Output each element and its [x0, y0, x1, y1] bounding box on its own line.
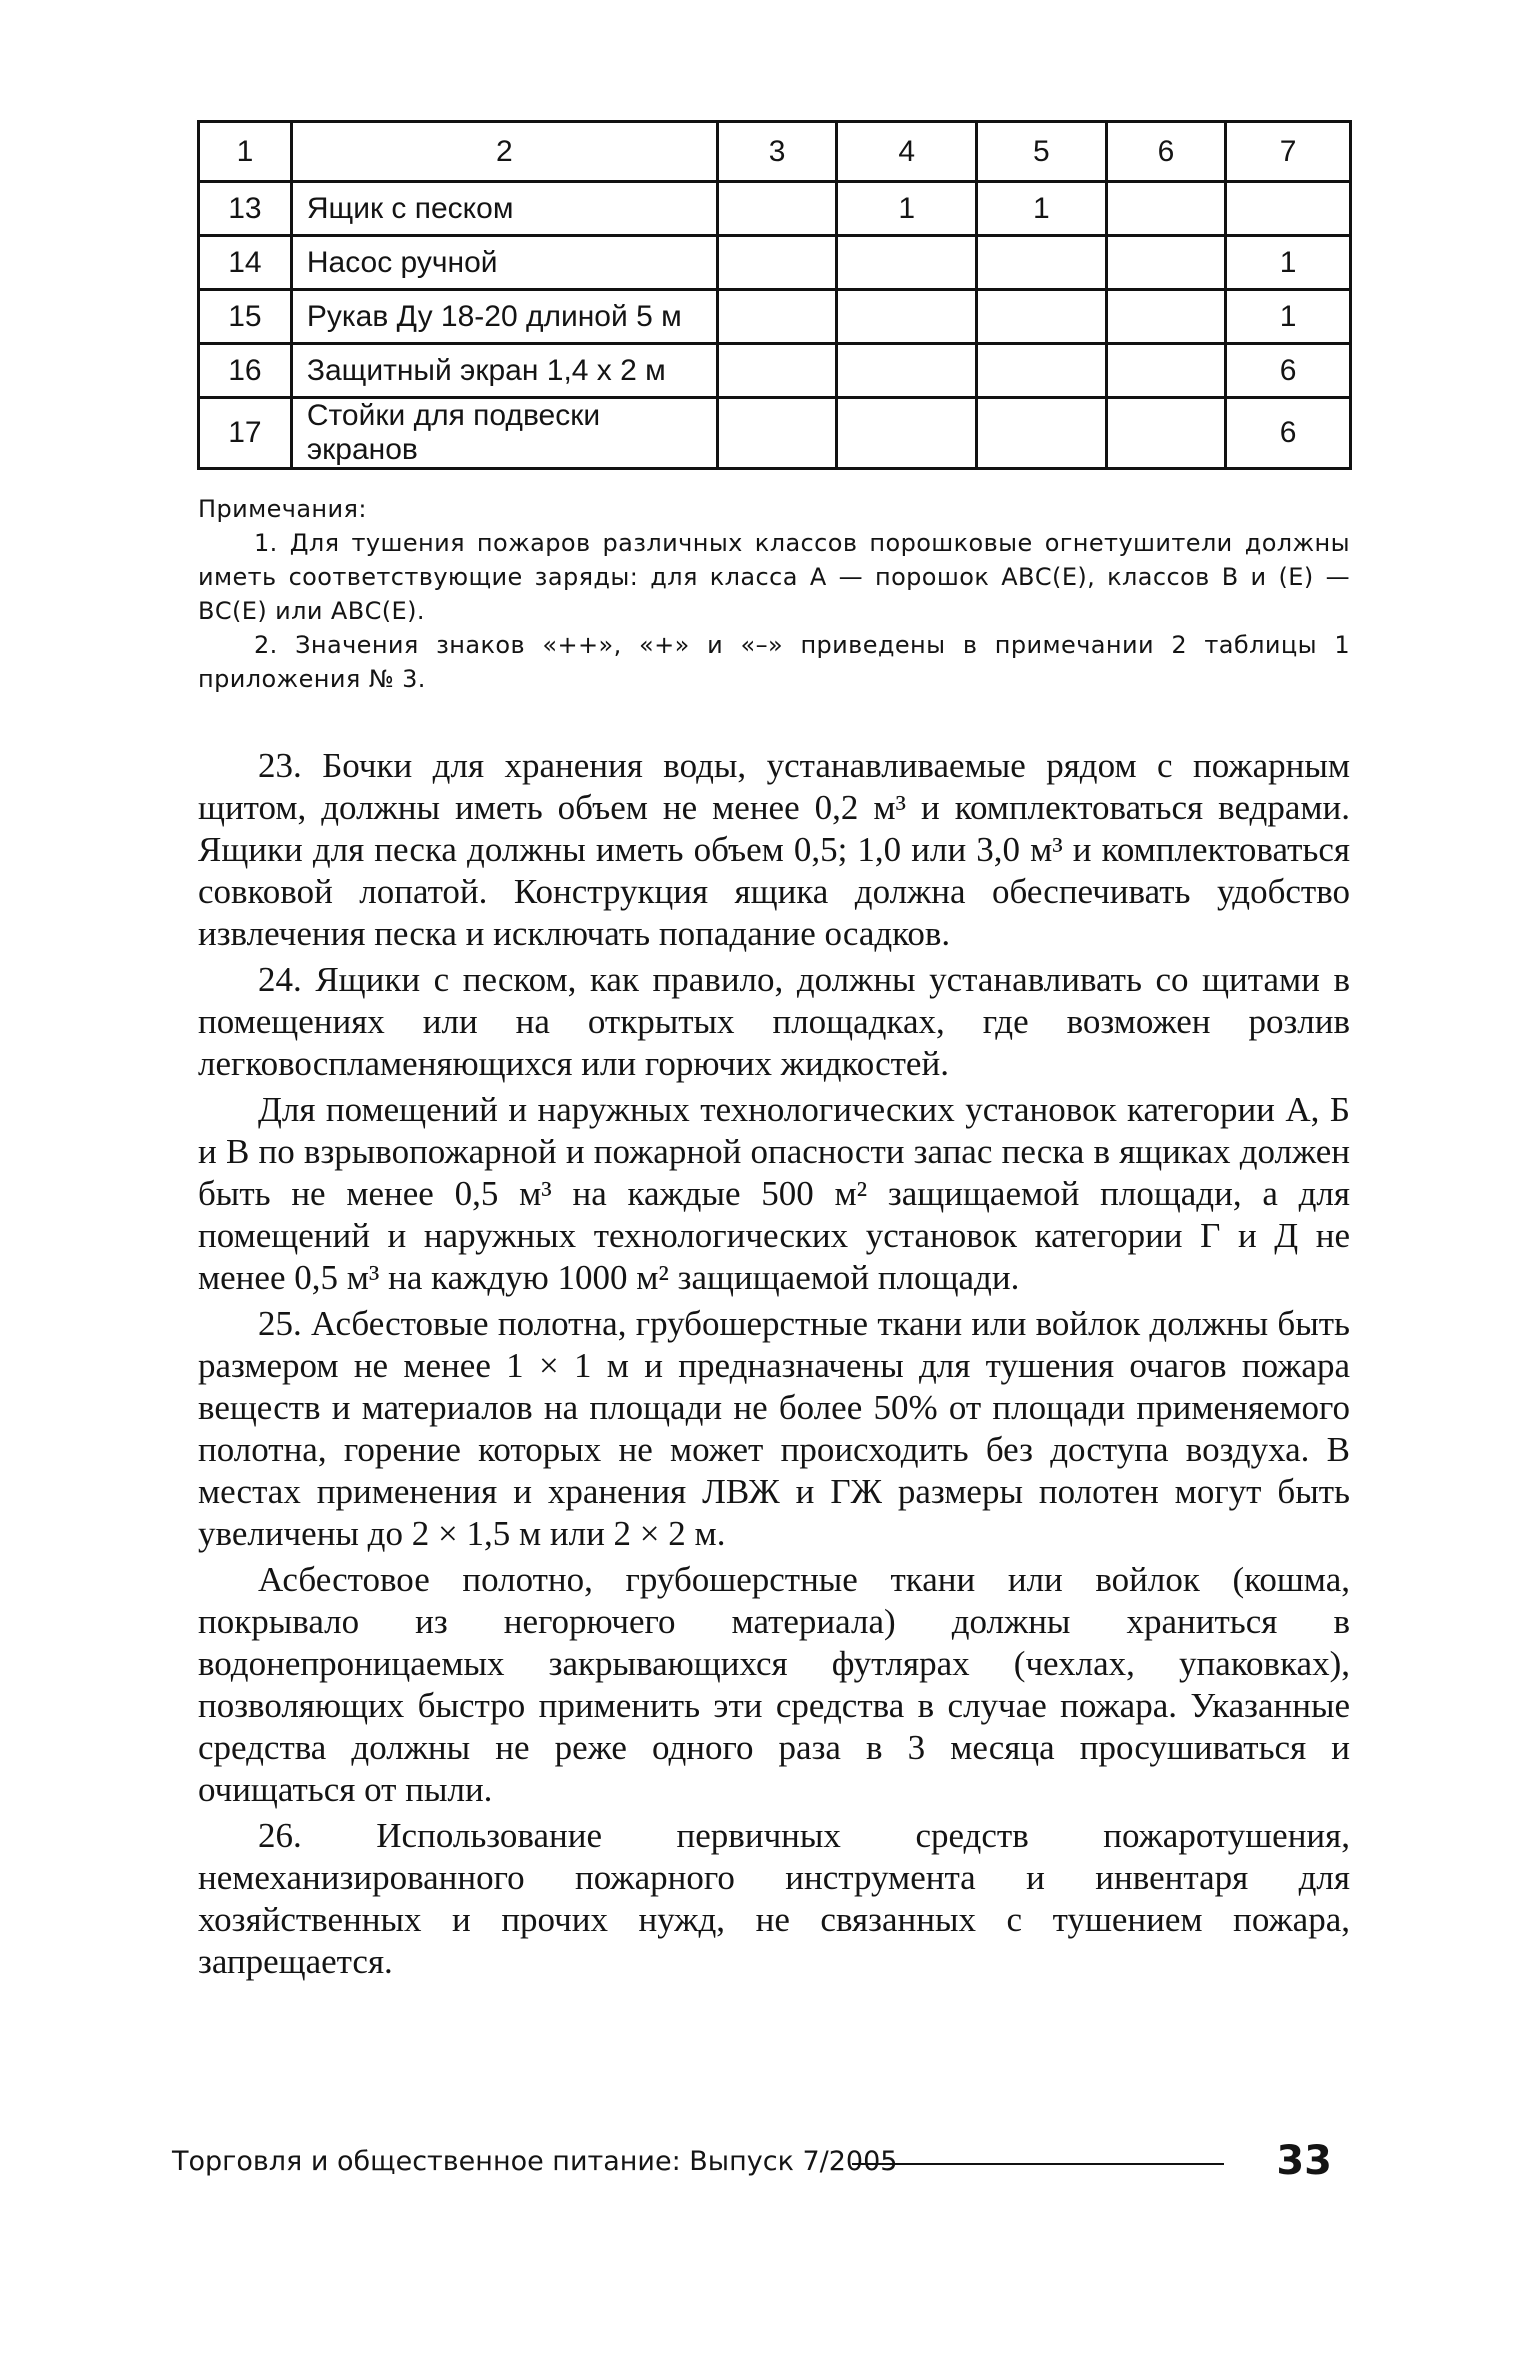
footer-rule	[852, 2163, 1224, 2165]
main-text	[198, 745, 1350, 1987]
paragraph-23: 23. Бочки для хранения воды, устанавливаемые рядом с пожарным щитом, должны иметь объем не менее 0,2 м³ и комплектоваться ведрами. Ящики для песка должны иметь объем 0,5; 1,0 или 3,0 м³ и комплектоваться совковой лопатой. Конструкция ящика должна обеспечивать удобство извлечения песка и исключать попадание осадков.	[198, 746, 1350, 953]
page-number: 33	[1276, 2138, 1332, 2184]
value-cell	[977, 236, 1107, 290]
item-name-cell: Защитный экран 1,4 х 2 м	[291, 344, 717, 398]
value-cell	[977, 344, 1107, 398]
value-cell: 1	[977, 182, 1107, 236]
value-cell	[717, 344, 837, 398]
value-cell	[977, 398, 1107, 469]
page-footer	[172, 2138, 1332, 2182]
value-cell	[717, 182, 837, 236]
item-name-cell: Стойки для подвески экранов	[291, 398, 717, 469]
table-header-cell: 5	[977, 122, 1107, 182]
table-header-row	[199, 122, 1351, 182]
journal-title: Торговля и общественное питание: Выпуск 7/2005	[172, 2146, 898, 2177]
table-header-cell: 4	[837, 122, 977, 182]
table-header-cell: 3	[717, 122, 837, 182]
value-cell	[1106, 344, 1226, 398]
value-cell	[717, 290, 837, 344]
value-cell: 6	[1226, 398, 1351, 469]
value-cell: 1	[1226, 290, 1351, 344]
value-cell	[717, 236, 837, 290]
value-cell	[837, 398, 977, 469]
row-number-cell: 15	[199, 290, 292, 344]
paragraph-25-continued: Асбестовое полотно, грубошерстные ткани или войлок (кошма, покрывало из негорючего материала) должны храниться в водонепроницаемых закрывающихся футлярах (чехлах, упаковках), позволяющих быстро применить эти средства в случае пожара. Указанные средства должны не реже одного раза в 3 месяца просушиваться и очищаться от пыли.	[198, 1560, 1350, 1809]
value-cell	[837, 344, 977, 398]
table-row	[199, 344, 1351, 398]
value-cell: 1	[1226, 236, 1351, 290]
row-number-cell: 16	[199, 344, 292, 398]
value-cell	[717, 398, 837, 469]
equipment-table-container	[197, 120, 1352, 470]
row-number-cell: 17	[199, 398, 292, 469]
table-header-cell: 1	[199, 122, 292, 182]
note-item: 1. Для тушения пожаров различных классов порошковые огнетушители должны иметь соответствующие заряды: для класса А — порошок АВС(Е), классов В и (Е) — ВС(Е) или АВС(Е).	[198, 529, 1350, 625]
table-row	[199, 398, 1351, 469]
paragraph-24-continued: Для помещений и наружных технологических установок категории А, Б и В по взрывопожарной и пожарной опасности запас песка в ящиках должен быть не менее 0,5 м³ на каждые 500 м² защищаемой площади, а для помещений и наружных технологических установок категории Г и Д не менее 0,5 м³ на каждую 1000 м² защищаемой площади.	[198, 1090, 1350, 1297]
paragraph-24: 24. Ящики с песком, как правило, должны устанавливать со щитами в помещениях или на открытых площадках, где возможен розлив легковоспламеняющихся или горючих жидкостей.	[198, 960, 1350, 1083]
table-row	[199, 236, 1351, 290]
item-name-cell: Ящик с песком	[291, 182, 717, 236]
row-number-cell: 14	[199, 236, 292, 290]
value-cell	[977, 290, 1107, 344]
value-cell	[1226, 182, 1351, 236]
table-header-cell: 6	[1106, 122, 1226, 182]
table-header-cell: 7	[1226, 122, 1351, 182]
value-cell	[1106, 236, 1226, 290]
table-row	[199, 182, 1351, 236]
equipment-table	[197, 120, 1352, 470]
value-cell: 6	[1226, 344, 1351, 398]
note-item: 2. Значения знаков «++», «+» и «–» приведены в примечании 2 таблицы 1 приложения № 3.	[198, 631, 1350, 693]
table-row	[199, 290, 1351, 344]
paragraph-25: 25. Асбестовые полотна, грубошерстные ткани или войлок должны быть размером не менее 1 × 1 м и предназначены для тушения очагов пожара веществ и материалов на площади не более 50% от площади применяемого полотна, горение которых не может происходить без доступа воздуха. В местах применения и хранения ЛВЖ и ГЖ размеры полотен могут быть увеличены до 2 × 1,5 м или 2 × 2 м.	[198, 1304, 1350, 1553]
value-cell	[837, 236, 977, 290]
value-cell: 1	[837, 182, 977, 236]
row-number-cell: 13	[199, 182, 292, 236]
notes-heading: Примечания:	[198, 495, 367, 523]
table-notes	[198, 492, 1350, 696]
table-header-cell: 2	[291, 122, 717, 182]
item-name-cell: Рукав Ду 18-20 длиной 5 м	[291, 290, 717, 344]
paragraph-26: 26. Использование первичных средств пожаротушения, немеханизированного пожарного инструмента и инвентаря для хозяйственных и прочих нужд, не связанных с тушением пожара, запрещается.	[198, 1816, 1350, 1981]
value-cell	[1106, 182, 1226, 236]
item-name-cell: Насос ручной	[291, 236, 717, 290]
value-cell	[837, 290, 977, 344]
value-cell	[1106, 290, 1226, 344]
value-cell	[1106, 398, 1226, 469]
